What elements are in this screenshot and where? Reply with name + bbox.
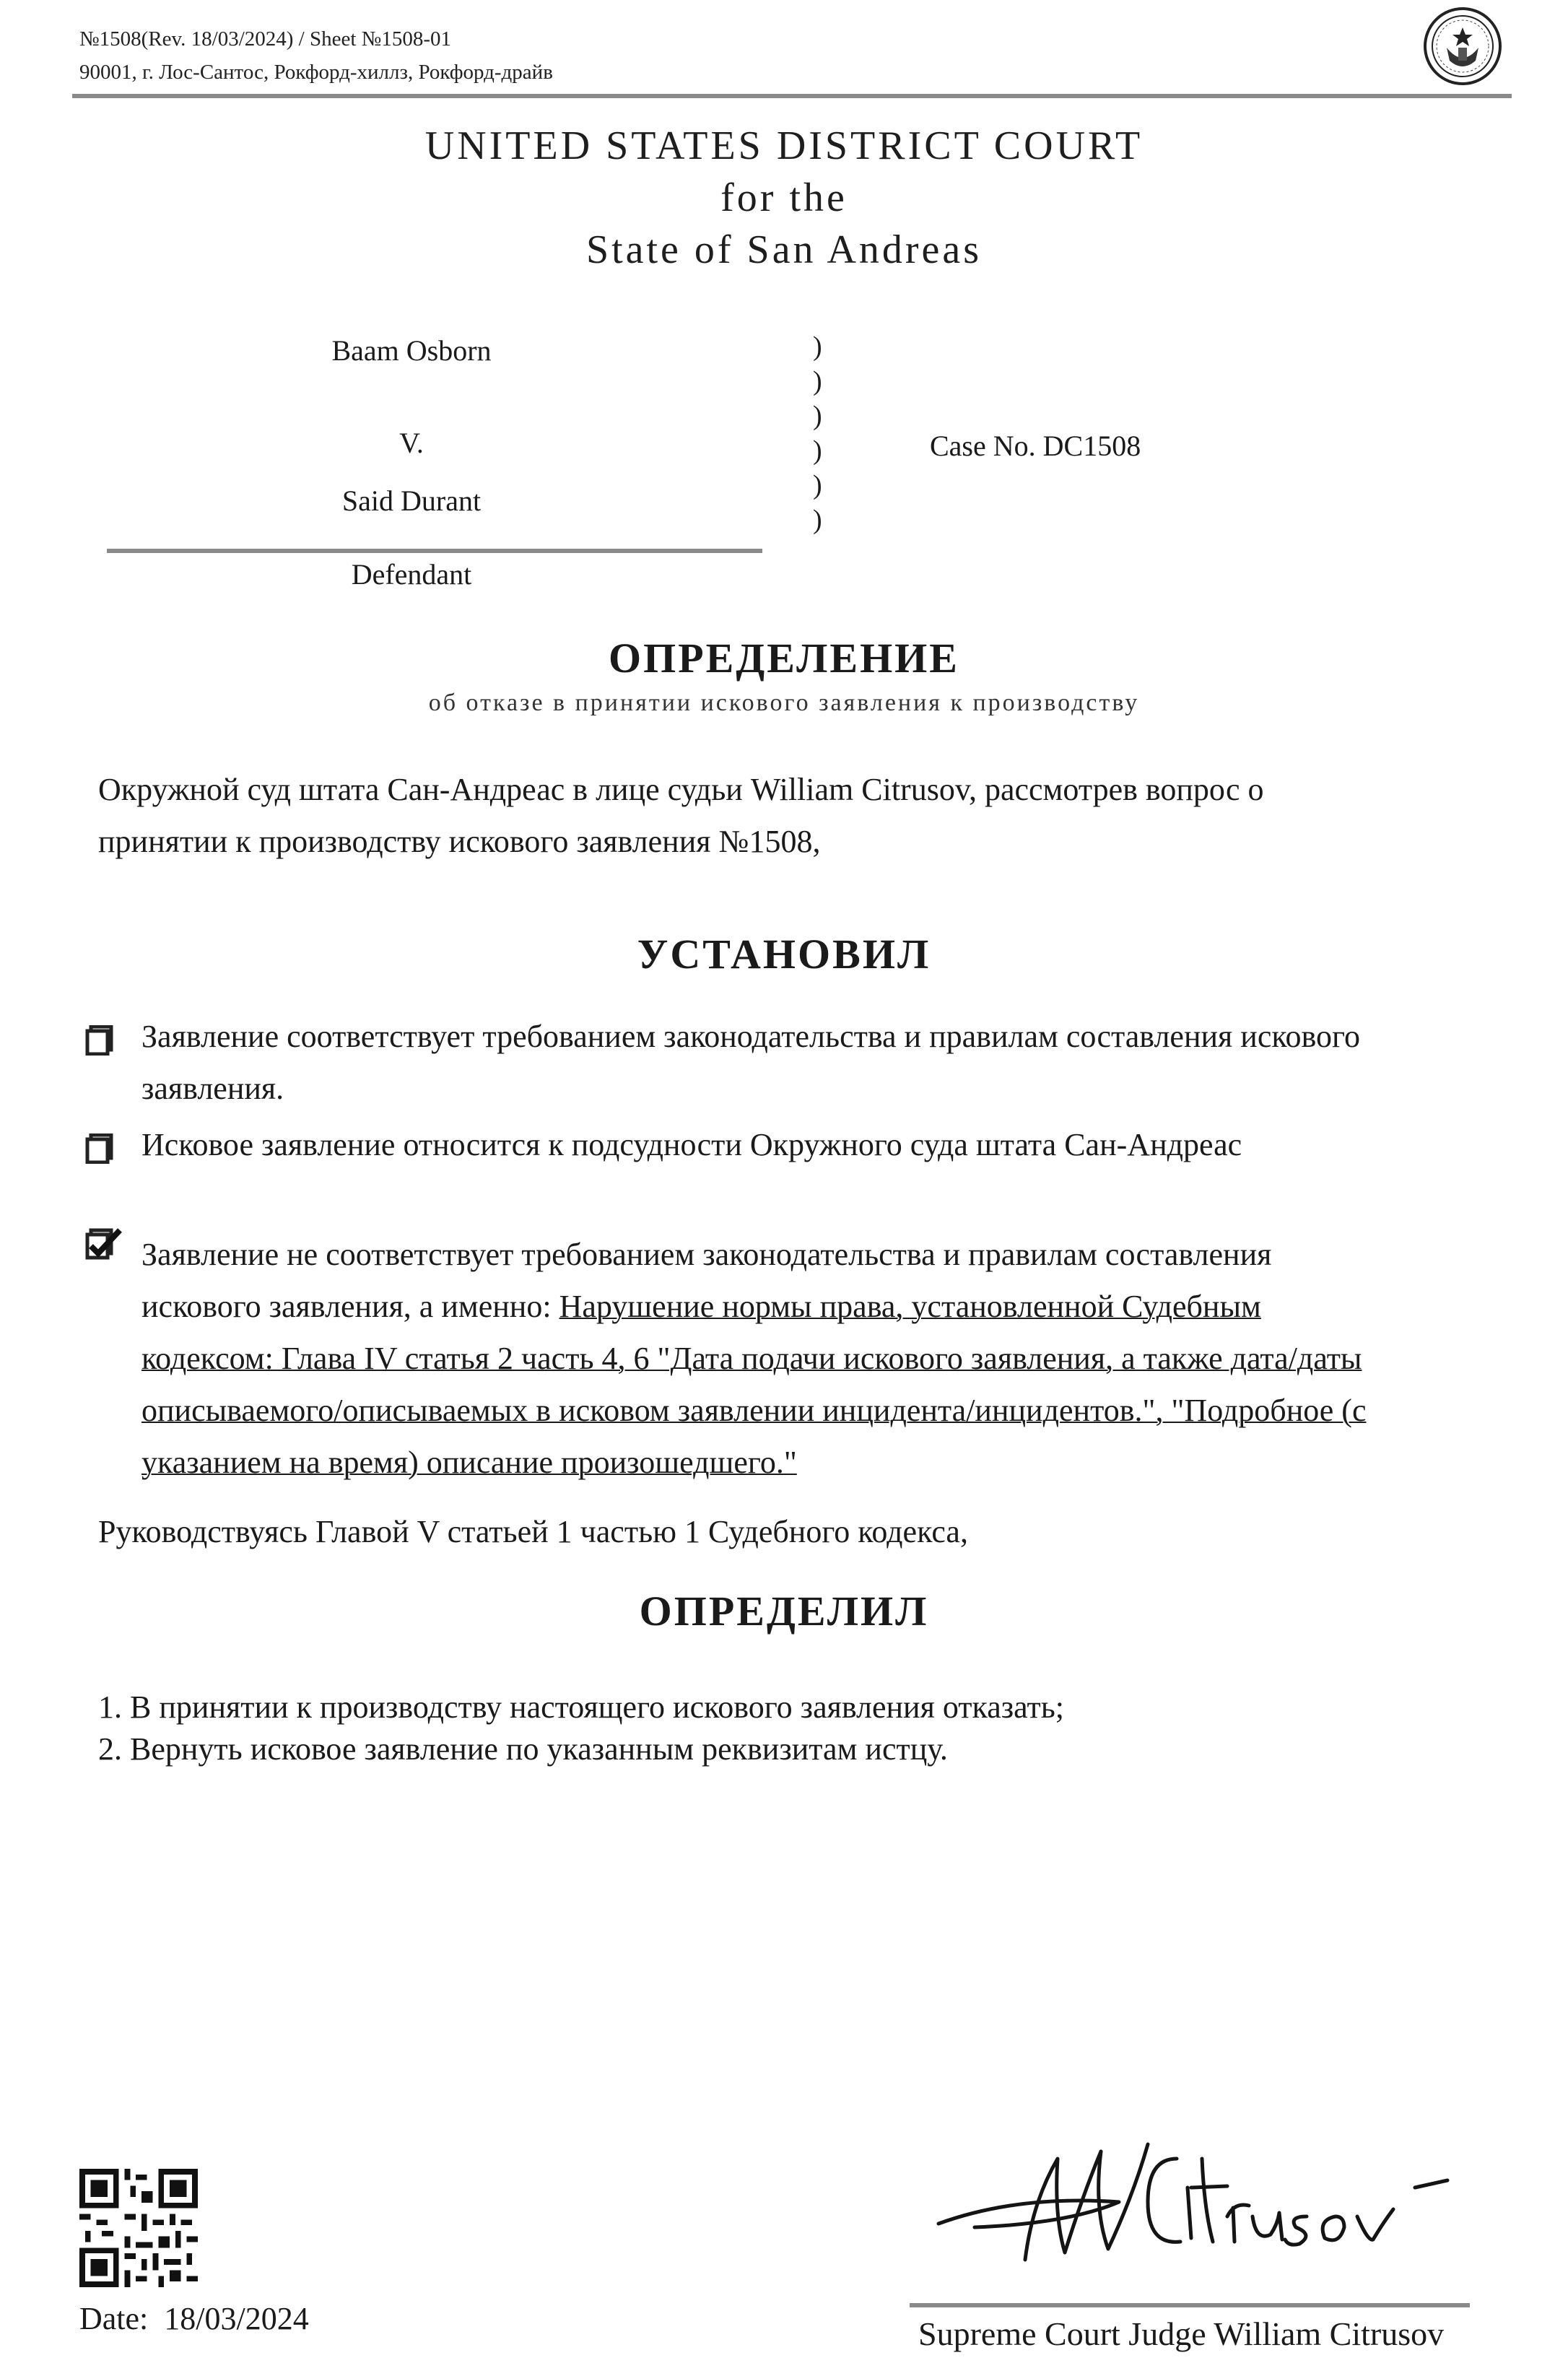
decided-heading: ОПРЕДЕЛИЛ	[639, 1588, 929, 1635]
bracket: )	[813, 470, 822, 500]
checkbox-checked-icon	[85, 1227, 123, 1262]
legal-violation-line-2: кодексом: Глава IV статья 2 часть 4, 6 "Дата подачи искового заявления, а также дата/даты	[141, 1341, 1362, 1376]
bracket: )	[813, 331, 822, 362]
order-title: ОПРЕДЕЛЕНИЕ	[609, 635, 959, 682]
court-for-the: for the	[720, 175, 848, 220]
signature-line	[910, 2303, 1470, 2307]
date-label: Date:	[79, 2301, 149, 2336]
intro-line-1: Окружной суд штата Сан-Андреас в лице судьи William Citrusov, рассмотрев вопрос о	[98, 772, 1264, 807]
bracket: )	[813, 505, 822, 535]
decision-point-1: 1. В принятии к производству настоящего искового заявления отказать;	[98, 1689, 1065, 1725]
legal-violation-line-3: описываемого/описываемых в исковом заявлении инцидента/инцидентов.", "Подробное (с	[141, 1393, 1367, 1428]
established-item-1-line-2: заявления.	[141, 1071, 284, 1106]
legal-violation-line-4: указанием на время) описание произошедшего."	[141, 1445, 797, 1480]
date-value: 18/03/2024	[164, 2301, 309, 2336]
header-divider	[72, 94, 1512, 98]
date-line	[79, 2300, 309, 2337]
caption-divider	[107, 549, 762, 553]
checkbox-unchecked-icon	[85, 1133, 114, 1164]
order-subtitle: об отказе в принятии искового заявления к производству	[428, 689, 1140, 716]
reference-line: №1508(Rev. 18/03/2024) / Sheet №1508-01	[79, 27, 451, 51]
defendant-label: Defendant	[351, 558, 472, 591]
judge-signature-icon	[931, 2115, 1465, 2281]
established-item-3-line-1: Заявление не соответствует требованием законодательства и правилам составления	[141, 1237, 1272, 1272]
bracket: )	[813, 435, 822, 466]
guided-by: Руководствуясь Главой V статьей 1 частью 1 Судебного кодекса,	[98, 1514, 968, 1549]
established-item-1-line-1: Заявление соответствует требованием законодательства и правилам составления искового	[141, 1019, 1360, 1054]
established-heading: УСТАНОВИЛ	[637, 931, 931, 978]
decision-point-2: 2. Вернуть исковое заявление по указанным реквизитам истцу.	[98, 1731, 948, 1767]
legal-violation-text: Нарушение нормы права, установленной Судебным	[559, 1289, 1261, 1324]
established-item-3-text: искового заявления, а именно:	[141, 1289, 559, 1324]
intro-line-2: принятии к производству искового заявления №1508,	[98, 824, 821, 859]
bracket: )	[813, 401, 822, 431]
checkbox-unchecked-icon	[85, 1025, 114, 1056]
plaintiff-name: Baam Osborn	[331, 334, 492, 367]
defendant-name: Said Durant	[341, 484, 482, 517]
judge-title: Supreme Court Judge William Citrusov	[918, 2315, 1445, 2352]
versus-label: V.	[399, 427, 424, 459]
caption-brackets	[813, 329, 822, 537]
court-name: UNITED STATES DISTRICT COURT	[424, 123, 1144, 168]
qr-code-icon	[79, 2169, 198, 2287]
court-seal-icon	[1422, 6, 1503, 87]
bracket: )	[813, 366, 822, 396]
address-line: 90001, г. Лос-Сантос, Рокфорд-хиллз, Рокфорд-драйв	[79, 61, 553, 84]
established-item-3-line-2	[141, 1281, 1261, 1333]
court-state: State of San Andreas	[585, 227, 983, 272]
established-item-2: Исковое заявление относится к подсудности Окружного суда штата Сан-Андреас	[141, 1127, 1242, 1162]
case-number: Case No. DC1508	[930, 430, 1141, 462]
